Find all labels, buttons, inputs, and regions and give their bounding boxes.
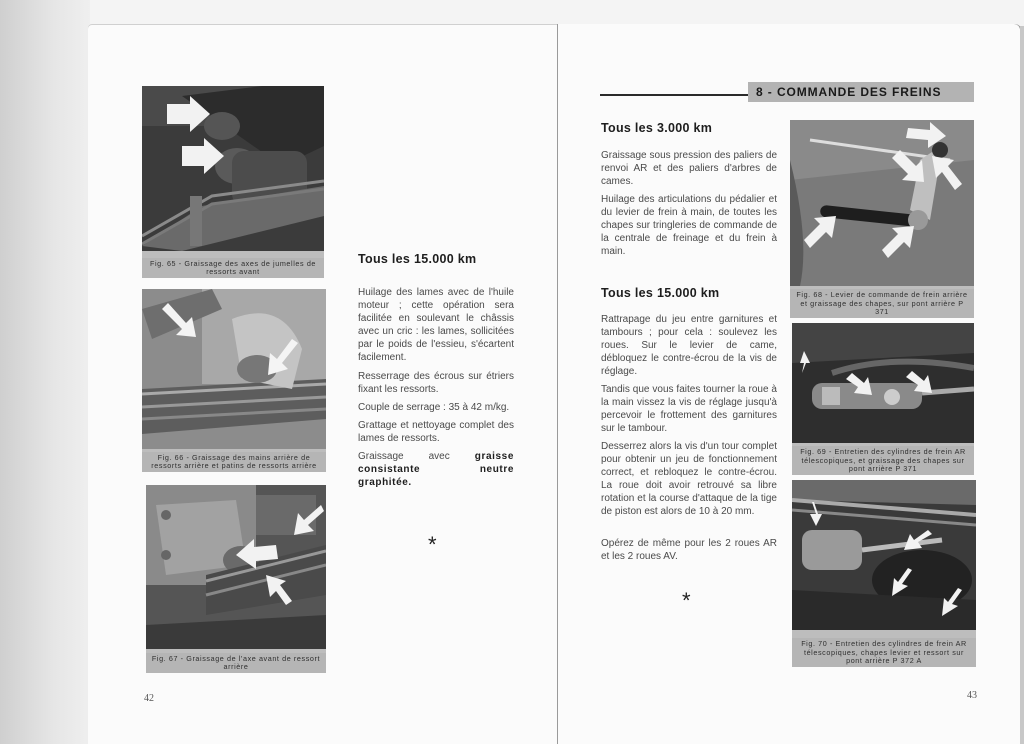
chapter-rule [600,94,750,96]
paragraph-text: Graissage avec [358,451,475,462]
chapter-title: 8 - COMMANDE DES FREINS [748,82,974,102]
paragraph: Rattrapage du jeu entre garnitures et tambours ; pour cela : soulevez les roues. Sur le levier de came, débloquez le contre-écrou de la vis de réglage. [601,314,777,377]
figure-caption: Fig. 65 - Graissage des axes de jumelles de ressorts avant [142,258,324,278]
figure-caption: Fig. 68 - Levier de commande de frein arrière et graissage des chapes, sur pont arrière P 371 [790,289,974,318]
figure-66 [142,289,326,472]
paragraph: Desserrez alors la vis d'un tour complet pour obtenir un jeu de fonctionnement correct, et rebloquez le contre-écrou. La roue doit avoir retrouvé sa libre rotation et la course d'attaque de la tige de piston est alors de 10 à 20 mm. [601,441,777,517]
figure-67 [146,485,326,673]
photo-brake-cylinder-arrows-icon [792,323,974,443]
page-number: 42 [144,693,154,704]
figure-caption: Fig. 66 - Graissage des mains arrière de ressorts arrière et patins de ressorts arrière [142,452,326,472]
figure-caption: Fig. 69 - Entretien des cylindres de frein AR télescopiques, et graissage des chapes sur pont arrière P 371 [792,446,974,475]
paragraph: Couple de serrage : 35 à 42 m/kg. [358,402,510,413]
photo-rear-spring-shackle-arrows-icon [142,86,324,251]
paragraph: Opérez de même pour les 2 roues AR et les 2 roues AV. [601,538,777,562]
paragraph: Huilage des articulations du pédalier et du levier de frein à main, de toutes les chapes sur tringleries de commande de la centrale de freinage et du frein à main. [601,194,777,257]
figure-caption: Fig. 70 - Entretien des cylindres de frein AR télescopiques, chapes levier et ressort sur pont arrière P 372 A [792,638,976,667]
paragraph-bold-text: graisse consistante neutre graphitée. [358,451,514,488]
photo-brake-lever-arrows-icon [790,120,974,286]
figure-69 [792,323,974,475]
paragraph-grease [358,450,514,489]
page-number: 43 [967,690,977,701]
section-heading: Tous les 3.000 km [601,121,713,135]
right-page-edge [1020,26,1024,744]
figure-68 [790,120,974,318]
paragraph: Huilage des lames avec de l'huile moteur ; cette opération sera facilitée en soulevant le châssis avec un cric : les lames, sollicitées par le poids de l'essieu, s'écartent facilement. [358,287,514,363]
photo-brake-cylinder-spring-arrows-icon [792,480,976,630]
photo-rear-spring-hanger-arrows-icon [142,289,326,449]
figure-caption: Fig. 67 - Graissage de l'axe avant de ressort arrière [146,653,326,673]
paragraph: Resserrage des écrous sur étriers fixant les ressorts. [358,371,514,395]
paragraph: Graissage sous pression des paliers de renvoi AR et des paliers d'arbres de cames. [601,150,777,187]
scan-edge-shadow [0,0,90,744]
figure-65 [142,86,324,278]
paragraph: Grattage et nettoyage complet des lames de ressorts. [358,420,514,444]
figure-70 [792,480,976,667]
section-heading: Tous les 15.000 km [358,252,477,266]
photo-front-axle-spring-arrows-icon [146,485,326,649]
paragraph: Tandis que vous faites tourner la roue à la main vissez la vis de réglage jusqu'à percevoir le frottement des garnitures sur le tambour. [601,384,777,434]
section-heading: Tous les 15.000 km [601,286,720,300]
end-of-section-mark: * [428,532,437,557]
end-of-section-mark: * [682,588,691,613]
